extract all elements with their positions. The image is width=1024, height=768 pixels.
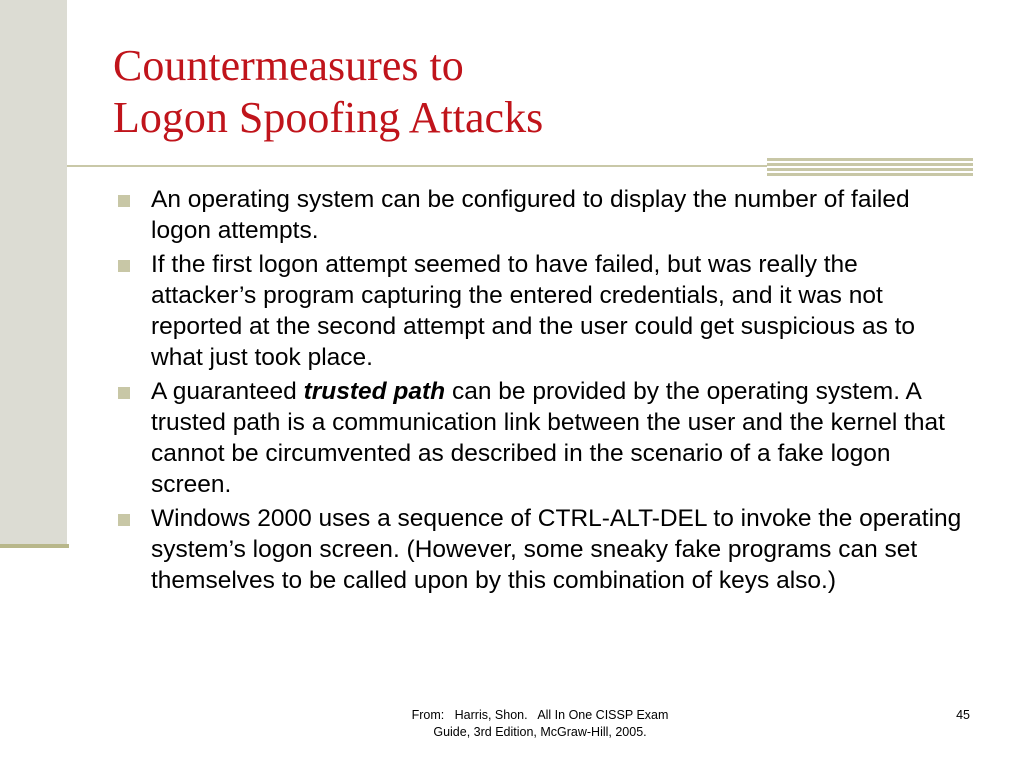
footer-citation (360, 707, 720, 741)
footer-citation-line-1: From: Harris, Shon. All In One CISSP Exam (411, 708, 669, 722)
bullet-item (118, 503, 968, 596)
bullet-emphasis-trusted-path: trusted path (303, 378, 446, 405)
footer-citation-line-2: Guide, 3rd Edition, McGraw-Hill, 2005. (433, 725, 647, 739)
bullet-list (118, 184, 968, 599)
page-number: 45 (956, 708, 970, 722)
bullet-text-after: can be provided by the operating system. A trusted path is a communication link between the user and the kernel that cannot be circumvented as described in the scenario of a fake logon screen. (151, 378, 945, 498)
square-bullet-icon (118, 387, 130, 399)
title-divider-block (767, 158, 973, 178)
left-bar-edge (0, 544, 69, 548)
bullet-text: If the first logon attempt seemed to have failed, but was really the attacker’s program capturing the entered credentials, and it was not reported at the second attempt and the user could get suspicious as to what just took place. (151, 251, 916, 371)
square-bullet-icon (118, 260, 130, 272)
bullet-text: Windows 2000 uses a sequence of CTRL-ALT-DEL to invoke the operating system’s logon screen. (However, some sneaky fake programs can set themselves to be called upon by this combination of keys also.) (151, 505, 962, 594)
square-bullet-icon (118, 514, 130, 526)
bullet-item (118, 249, 968, 373)
slide-title-line-1: Countermeasures to (113, 41, 464, 90)
bullet-text-before: A guaranteed (151, 378, 304, 405)
title-divider-line (67, 165, 767, 167)
slide-title (113, 40, 993, 144)
left-decorative-bar (0, 0, 67, 546)
bullet-text: An operating system can be configured to display the number of failed logon attempts. (151, 186, 910, 244)
bullet-item (118, 184, 968, 246)
bullet-item (118, 376, 968, 500)
square-bullet-icon (118, 195, 130, 207)
slide-title-line-2: Logon Spoofing Attacks (113, 93, 544, 142)
